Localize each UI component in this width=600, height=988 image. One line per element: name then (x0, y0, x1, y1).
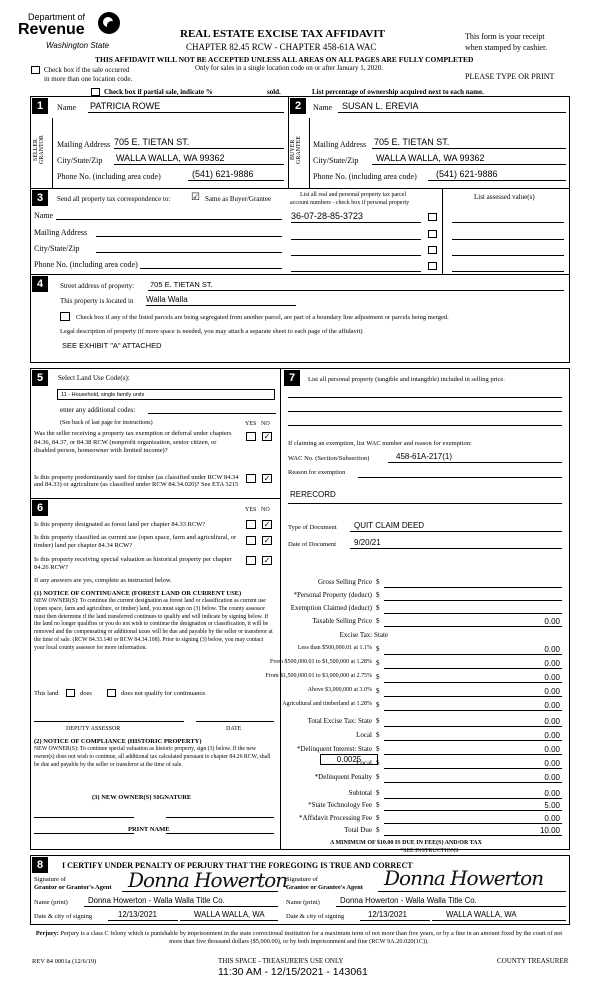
reason-label: Reason for exemption (288, 469, 346, 476)
tax-row (288, 687, 562, 698)
tax-row-amount: 0.00 (544, 789, 560, 798)
tax-row-amount-field[interactable] (384, 587, 562, 588)
logo-state: Washington State (46, 41, 110, 50)
section-5-number: 5 (32, 370, 48, 386)
grantor-name-field[interactable]: Donna Howerton - Walla Walla Title Co. (84, 896, 278, 907)
tax-row-amount: 0.00 (544, 659, 560, 668)
tax-row (288, 578, 562, 589)
send-correspondence-label: Send all property tax correspondence to: (57, 195, 171, 203)
seller-name-field[interactable]: PATRICIA ROWE (88, 101, 284, 113)
seller-name-label: Name (57, 103, 77, 112)
tax-row-label: Local (356, 731, 372, 739)
local-rate-field[interactable]: 0.0025 (320, 754, 378, 765)
logo-dept: Department of (28, 12, 86, 22)
dor-logo (18, 12, 128, 56)
buyer-name-field[interactable]: SUSAN L. EREVIA (338, 101, 566, 113)
tax-row-dollar: $ (376, 591, 380, 599)
tax-row-amount-field[interactable] (384, 696, 562, 697)
tax-row (288, 717, 562, 728)
tax-row (288, 801, 562, 812)
partial-sale-checkbox[interactable] (91, 88, 100, 96)
exemption-label: If claiming an exemption, list WAC number and reason for exemption: (288, 440, 472, 447)
tax-row-dollar: $ (376, 645, 380, 653)
grantee-name-label: Name (print) (286, 899, 320, 906)
tax-row-label: *State Technology Fee (308, 801, 372, 809)
tax-row-amount: 0.00 (544, 717, 560, 726)
tax-row-label: Agricultural and timberland at 1.28% (282, 701, 372, 707)
buyer-mail-label: Mailing Address (313, 140, 367, 149)
tax-row (288, 826, 562, 837)
land-does-label: does (80, 690, 92, 697)
section-4-number: 4 (32, 276, 48, 292)
seller-mail-field[interactable]: 705 E. TIETAN ST. (114, 137, 284, 149)
sec6-q1-yes-box[interactable] (246, 520, 256, 529)
additional-codes-label: enter any additional codes: (60, 406, 136, 414)
parcel-number-2[interactable] (291, 228, 421, 240)
grantee-city-field[interactable]: WALLA WALLA, WA (432, 910, 566, 921)
tax-row (288, 731, 562, 742)
tax-row-amount-field[interactable] (384, 740, 562, 741)
tax-row (288, 604, 562, 615)
type-or-print: PLEASE TYPE OR PRINT (465, 72, 555, 81)
tax-row-amount: 0.00 (544, 745, 560, 754)
parcel-header-1: List all real and personal property tax parcel (300, 192, 407, 198)
tax-row-dollar: $ (376, 578, 380, 586)
tax-row-amount: 0.00 (544, 701, 560, 710)
tax-row-label: Gross Selling Price (317, 578, 372, 586)
personal-property-field-3[interactable] (288, 424, 562, 426)
sec6-q1-no-box[interactable]: ✓ (263, 520, 271, 529)
county-treasurer: COUNTY TREASURER (497, 957, 569, 965)
sec5-q2-no-box[interactable]: ✓ (263, 474, 271, 483)
tax-row-amount: 0.00 (544, 773, 560, 782)
grantee-date-label: Date & city of signing (286, 913, 345, 920)
minimum-due-note: A MINIMUM OF $10.00 IS DUE IN FEE(S) AND/OR TAX (330, 840, 482, 846)
tax-row-label: Above $3,000,000 at 3.0% (307, 687, 372, 693)
legal-description[interactable]: SEE EXHIBIT "A" ATTACHED (62, 341, 162, 350)
print-name-1[interactable] (34, 832, 134, 834)
section-3-number: 3 (32, 190, 48, 206)
grantor-sig-label-2: Grantor or Grantor's Agent (34, 884, 112, 891)
tax-row-dollar: $ (376, 773, 380, 781)
new-owner-signature-label: (3) NEW OWNER(S) SIGNATURE (92, 794, 192, 801)
buyer-name-label: Name (313, 103, 333, 112)
assessed-value-2[interactable] (452, 228, 564, 240)
tax-row (288, 814, 562, 825)
assessor-date-label: DATE (226, 726, 242, 732)
multi-location-checkbox[interactable] (31, 66, 40, 74)
receipt-note-2: when stamped by cashier. (465, 43, 548, 52)
tax-row-amount-field[interactable] (384, 835, 562, 836)
parcel-number-1[interactable]: 36-07-28-85-3723 (291, 211, 421, 223)
tax-row-amount: 0.00 (544, 673, 560, 682)
compliance-body: NEW OWNER(S): To continue special valuation as historic property, sign (3) below. If the new owner(s) does not wish to continue, all additional tax calculated pursuant to chapter 84.26 RCW, shall be due and payable by the seller or transferor at the time of sale. (34, 746, 271, 768)
tax-row-label: Local (356, 759, 372, 767)
tax-row-amount-field[interactable] (384, 754, 562, 755)
perjury-text: Perjury is a class C felony which is punishable by imprisonment in the state correctional institution for a maximum term of not more than five years, or by a fine in an amount fixed by the court of not more than five thousand dollars ($5,000.00), or by both imprisonment and fine (RCW 9A.20.020(1C)). (60, 930, 563, 945)
seller-phone-field[interactable]: (541) 621-9886 (188, 169, 284, 181)
tax-row (288, 631, 562, 642)
this-land-label: This land (34, 690, 59, 697)
compliance-title: (2) NOTICE OF COMPLIANCE (HISTORIC PROPERTY) (34, 738, 202, 745)
sold-label: sold. (267, 88, 281, 96)
assessed-value-4[interactable] (452, 260, 564, 272)
tax-row-label: Taxable Selling Price (312, 617, 372, 625)
assessed-header: List assessed value(s) (474, 193, 535, 201)
same-as-buyer-check[interactable]: ☑ (191, 192, 200, 203)
deputy-assessor-label: DEPUTY ASSESSOR (66, 726, 121, 732)
perjury-notice (34, 930, 564, 946)
buyer-phone-field[interactable]: (541) 621-9886 (428, 169, 566, 181)
sec3-phone-label: Phone No. (including area code) (34, 260, 138, 269)
reason-line-1[interactable] (358, 476, 562, 478)
tax-row-amount: 0.00 (544, 731, 560, 740)
seller-city-label: City/State/Zip (57, 156, 103, 165)
tax-row (288, 617, 562, 628)
section-8-number: 8 (32, 857, 48, 873)
sec5-yes-header: YES (245, 421, 257, 427)
new-owner-signature-1[interactable] (34, 816, 134, 818)
rev-number: REV 84 0001a (12/6/19) (32, 958, 97, 965)
ownership-note: List percentage of ownership acquired next to each name. (312, 88, 484, 96)
seller-phone-label: Phone No. (including area code) (57, 172, 161, 181)
doc-type-label: Type of Document (288, 524, 337, 531)
tax-row (265, 673, 562, 684)
sec3-phone-field[interactable] (140, 259, 282, 269)
tax-row (282, 701, 562, 712)
grantor-signature: Donna Howerton (128, 868, 288, 892)
tax-row-amount-field[interactable] (384, 782, 562, 783)
certify-statement: I CERTIFY UNDER PENALTY OF PERJURY THAT THE FOREGOING IS TRUE AND CORRECT (62, 861, 413, 870)
parcel-number-4[interactable] (291, 260, 421, 272)
tax-row-amount-field[interactable] (384, 668, 562, 669)
seller-mail-label: Mailing Address (57, 140, 111, 149)
tax-row-dollar: $ (376, 801, 380, 809)
tax-row-amount: 0.00 (544, 759, 560, 768)
tax-row-label: Exemption Claimed (deduct) (290, 604, 372, 612)
tax-row-dollar: $ (376, 789, 380, 797)
treasurer-only: THIS SPACE - TREASURER'S USE ONLY (218, 957, 344, 965)
tax-row-amount-field[interactable] (384, 798, 562, 799)
tax-row-amount: 0.00 (544, 645, 560, 654)
grantee-signature: Donna Howerton (384, 866, 544, 890)
tax-row-label: *Delinquent Penalty (314, 773, 372, 781)
tax-row-amount: 10.00 (539, 826, 560, 835)
parcel-number-3[interactable] (291, 244, 421, 256)
segregated-checkbox[interactable] (60, 312, 70, 321)
sec6-q3-yes-box[interactable] (246, 556, 256, 565)
land-does-checkbox[interactable] (66, 689, 75, 697)
sec5-q2-yes-box[interactable] (246, 474, 256, 483)
tax-row-amount: 0.00 (544, 617, 560, 626)
section-2-number: 2 (290, 98, 306, 114)
grantor-sig-label-1: Signature of (34, 876, 66, 883)
grantor-name-label: Name (print) (34, 899, 68, 906)
buyer-city-field[interactable]: WALLA WALLA, WA 99362 (372, 153, 566, 165)
parcel-3-personal-checkbox[interactable] (428, 246, 437, 254)
parcel-header-2: account numbers - check box if personal property (290, 200, 410, 206)
tax-row-amount-field[interactable] (384, 654, 562, 655)
personal-property-field-2[interactable] (288, 410, 562, 412)
form-chapter: CHAPTER 82.45 RCW - CHAPTER 458-61A WAC (186, 42, 377, 52)
section-7-number: 7 (284, 370, 300, 386)
sec3-mail-label: Mailing Address (34, 228, 88, 237)
land-use-label: Select Land Use Code(s): (58, 374, 130, 382)
tax-row-label: Total Due (344, 826, 372, 834)
seller-side-label: SELLER GRANTOR (33, 135, 45, 165)
tax-row (270, 659, 562, 670)
tax-row-amount: 0.00 (544, 687, 560, 696)
buyer-mail-field[interactable]: 705 E. TIETAN ST. (372, 137, 566, 149)
tax-row-dollar: $ (376, 659, 380, 667)
tax-row-amount-field[interactable] (384, 626, 562, 627)
sec5-q1-no-box[interactable]: ✓ (263, 432, 271, 441)
tax-row-amount-field[interactable] (384, 823, 562, 824)
tax-row-amount: 0.00 (544, 814, 560, 823)
seller-city-field[interactable]: WALLA WALLA, WA 99362 (114, 153, 284, 165)
logo-revenue: Revenue (18, 21, 85, 38)
reason-line-2[interactable] (288, 502, 562, 504)
buyer-side-label: BUYER GRANTEE (290, 136, 302, 164)
partial-sale-label: Check box if partial sale, indicate % (104, 88, 213, 96)
sec5-q1-yes-box[interactable] (246, 432, 256, 441)
grantee-sig-label-1: Signature of (286, 876, 318, 883)
tax-row (288, 773, 562, 784)
tax-row (288, 789, 562, 800)
grantee-sig-label-2: Grantee or Grantee's Agent (286, 884, 363, 891)
buyer-phone-label: Phone No. (including area code) (313, 172, 417, 181)
personal-property-label: List all personal property (tangible and intangible) included in selling price. (308, 376, 505, 383)
sec3-mail-field[interactable] (96, 227, 282, 237)
personal-property-field-1[interactable] (288, 396, 562, 398)
wac-label: WAC No. (Section/Subsection) (288, 455, 370, 462)
tax-row-dollar: $ (376, 759, 380, 767)
tax-row-amount-field[interactable] (384, 768, 562, 769)
assessed-value-1[interactable] (452, 211, 564, 223)
recording-stamp: 11:30 AM - 12/15/2021 - 143061 (218, 966, 368, 978)
parcel-2-personal-checkbox[interactable] (428, 230, 437, 238)
legal-label: Legal description of property (if more space is needed, you may attach a separate sheet to each page of the affidavit) (60, 328, 363, 335)
grantee-date-field[interactable]: 12/13/2021 (360, 910, 430, 921)
street-field[interactable]: 705 E. TIETAN ST. (148, 280, 564, 291)
see-instructions-note: *SEE INSTRUCTIONS (400, 848, 459, 854)
tax-row-label: Excise Tax: State (339, 631, 388, 639)
sec5-no-header: NO (261, 421, 270, 427)
section-1-number: 1 (32, 98, 48, 114)
sec6-q2-yes-box[interactable] (246, 536, 256, 545)
sec6-if-yes: If any answers are yes, complete as instructed below. (34, 577, 172, 584)
tax-row-dollar: $ (376, 617, 380, 625)
print-name-2[interactable] (166, 832, 274, 834)
doc-type-field[interactable]: QUIT CLAIM DEED (350, 521, 562, 532)
grantee-name-field[interactable]: Donna Howerton - Walla Walla Title Co. (336, 896, 566, 907)
grantor-city-field[interactable]: WALLA WALLA, WA (180, 910, 278, 921)
tax-row-dollar: $ (376, 814, 380, 822)
tax-row-dollar: $ (376, 717, 380, 725)
new-owner-signature-2[interactable] (166, 816, 274, 818)
tax-row-label: *Delinquent Interest: State (296, 745, 372, 753)
form-only-for: Only for sales in a single location code on or after January 1, 2020. (195, 64, 383, 72)
tax-row-dollar: $ (376, 673, 380, 681)
doc-date-label: Date of Document (288, 541, 337, 548)
street-label: Street address of property: (60, 282, 135, 290)
segregated-label: Check box if any of the listed parcels are being segregated from another parcel, are part of a boundary line adjustment or parcels being merged. (76, 314, 449, 321)
tax-row-amount-field[interactable] (384, 682, 562, 683)
tax-row-dollar: $ (376, 731, 380, 739)
tax-row-dollar: $ (376, 687, 380, 695)
form-title: REAL ESTATE EXCISE TAX AFFIDAVIT (180, 28, 385, 40)
sec6-q2-no-box[interactable]: ✓ (263, 536, 271, 545)
located-label: This property is located in (60, 297, 134, 305)
sec3-name-label: Name (34, 211, 54, 220)
print-name-label: PRINT NAME (128, 826, 170, 833)
sec6-yes-header: YES (245, 507, 257, 513)
form-warning: THIS AFFIDAVIT WILL NOT BE ACCEPTED UNLESS ALL AREAS ON ALL PAGES ARE FULLY COMPLETED (95, 55, 474, 64)
land-use-field[interactable]: 11 - Household, single family units (57, 389, 275, 400)
reason-field[interactable]: RERECORD (290, 490, 336, 499)
land-does-not-checkbox[interactable] (107, 689, 116, 697)
tax-row-label: Total Excise Tax: State (307, 717, 372, 725)
parcel-1-personal-checkbox[interactable] (428, 213, 437, 221)
sec5-q2: Is this property predominantly used for timber (as classified under RCW 84.34 and 84.33) or agriculture (as classified under RCW 84.34.020)? See ETA 3215 (34, 474, 239, 488)
sec6-no-header: NO (261, 507, 270, 513)
parcel-4-personal-checkbox[interactable] (428, 262, 437, 270)
section-6-number: 6 (32, 500, 48, 516)
tax-row-amount-field[interactable] (384, 613, 562, 614)
sec3-city-field[interactable] (96, 243, 282, 253)
continuance-body: NEW OWNER(S): To continue the current designation as forest land or classification as current use (open space, farm and agriculture, or timber) land, you must sign on (3) below. The county assessor must then determine if the land transferred continues to qualify and will indicate by signing below. If the land no longer qualifies or you do not wish to continue the designation or classification, it will be removed and the compensating or additional taxes will be due and payable by the seller or transferor at the time of sale. (RCW 84.33.140 or RCW 84.34.108). Prior to signing (3) below, you may contact your local county assessor for more information. (34, 598, 273, 651)
doc-date-field[interactable]: 9/20/21 (350, 538, 562, 549)
tax-row (288, 645, 562, 656)
tax-row-dollar: $ (376, 604, 380, 612)
grantor-date-label: Date & city of signing (34, 913, 93, 920)
continuance-title: (1) NOTICE OF CONTINUANCE (FOREST LAND OR CURRENT USE) (34, 590, 242, 597)
grantor-date-field[interactable]: 12/13/2021 (108, 910, 178, 921)
buyer-city-label: City/State/Zip (313, 156, 359, 165)
assessed-value-3[interactable] (452, 244, 564, 256)
tax-row-amount-field[interactable] (384, 810, 562, 811)
tax-row-label: *Personal Property (deduct) (293, 591, 372, 599)
tax-row-label: Subtotal (348, 789, 372, 797)
wac-field[interactable]: 458-61A-217(1) (388, 452, 562, 463)
logo-swirl-icon (98, 12, 120, 34)
see-back-note: (See back of last page for instructions) (60, 420, 153, 426)
sec6-q1: Is this property designated as forest land per chapter 84.33 RCW? (34, 521, 206, 528)
sec5-q1: Was the seller receiving a property tax exemption or deferral under chapters 84.36, 84.37, or 84.38 RCW (nonprofit organization, senior citizen, or disabled person, homeowner with limited income)? (34, 430, 232, 454)
tax-row-dollar: $ (376, 701, 380, 709)
tax-row-dollar: $ (376, 745, 380, 753)
tax-row-label: From $500,000.01 to $1,500,000 at 1.28% (270, 659, 372, 665)
tax-row-amount: 5.00 (544, 801, 560, 810)
sec6-q2: Is this property classified as current use (open space, farm and agricultural, or timber) land per chapter 84.34 RCW? (34, 534, 237, 549)
tax-row-dollar: $ (376, 826, 380, 834)
tax-row-label: *Affidavit Processing Fee (299, 814, 372, 822)
located-field[interactable]: Walla Walla (146, 295, 296, 306)
tax-row (288, 591, 562, 602)
receipt-note-1: This form is your receipt (465, 32, 545, 41)
tax-row-amount-field[interactable] (384, 710, 562, 711)
tax-row-amount-field[interactable] (384, 600, 562, 601)
deputy-assessor-signature[interactable] (34, 720, 184, 722)
multi-location-label-1: Check box if the sale occurred (44, 66, 130, 74)
tax-row-label: From $1,500,000.01 to $3,000,000 at 2.75% (265, 673, 372, 679)
same-as-buyer-label: Same as Buyer/Grantee (205, 195, 272, 203)
sec3-city-label: City/State/Zip (34, 244, 80, 253)
assessor-date-field[interactable] (196, 720, 274, 722)
land-does-not-label: does not qualify for continuance. (121, 690, 207, 697)
multi-location-label-2: in more than one location code. (44, 75, 133, 83)
tax-row-amount-field[interactable] (384, 726, 562, 727)
sec6-q3-no-box[interactable]: ✓ (263, 556, 271, 565)
perjury-bold: Perjury: (35, 930, 59, 937)
tax-row-label: Less than $500,000.01 at 1.1% (297, 645, 372, 651)
additional-codes-field[interactable] (148, 405, 276, 414)
sec6-q3: Is this property receiving special valuation as historical property per chapter 84.26 RCW? (34, 556, 232, 571)
sec3-name-field[interactable] (56, 210, 282, 220)
